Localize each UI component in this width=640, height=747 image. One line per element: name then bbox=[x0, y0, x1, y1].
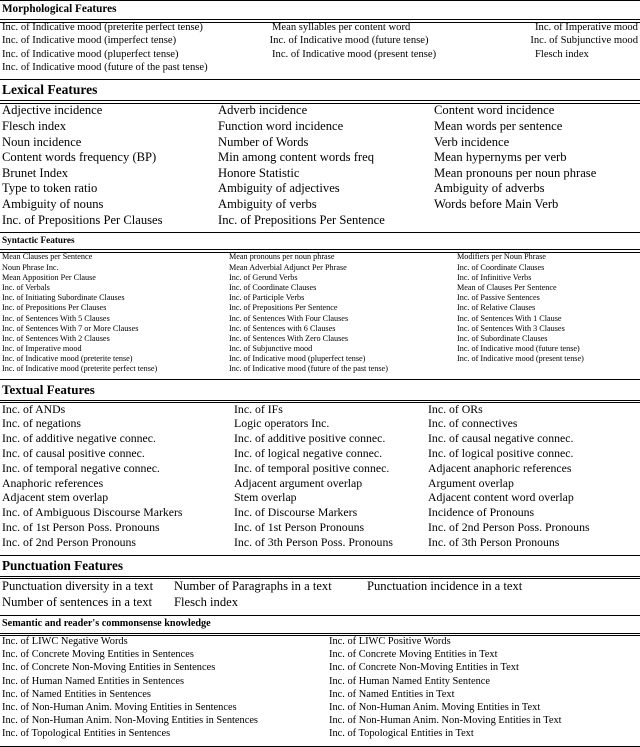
feature-cell: Adjective incidence bbox=[2, 103, 103, 118]
feature-cell: Inc. of Indicative mood (present tense) bbox=[272, 48, 437, 60]
feature-cell: Inc. of Initiating Subordinate Clauses bbox=[2, 293, 125, 303]
feature-cell: Stem overlap bbox=[234, 490, 297, 505]
section-header-rule bbox=[0, 19, 640, 20]
feature-cell: Mean Clauses per Sentence bbox=[2, 252, 93, 262]
feature-cell: Inc. of 3th Person Poss. Pronouns bbox=[234, 534, 393, 549]
feature-cell: Inc. of Sentences With Four Clauses bbox=[229, 313, 349, 323]
feature-cell: Inc. of LIWC Negative Words bbox=[2, 636, 128, 648]
feature-cell: Inc. of ORs bbox=[428, 401, 483, 416]
feature-cell: Inc. of temporal negative connec. bbox=[2, 460, 160, 475]
feature-cell: Noun incidence bbox=[2, 134, 82, 149]
table-row bbox=[2, 663, 638, 676]
section-syntactic-features bbox=[0, 233, 640, 379]
feature-cell: Inc. of causal negative connec. bbox=[428, 431, 574, 446]
feature-cell: Inc. of IFs bbox=[234, 401, 283, 416]
section-body-lexical bbox=[0, 101, 640, 232]
feature-cell: Inc. of Sentences With 7 or More Clauses bbox=[2, 323, 139, 333]
feature-cell: Inc. of Prepositions Per Sentence bbox=[229, 303, 338, 313]
feature-cell: Inc. of 2nd Person Pronouns bbox=[2, 534, 137, 549]
feature-cell: Inc. of Subjunctive mood bbox=[229, 344, 313, 354]
feature-cell: Ambiguity of verbs bbox=[218, 197, 317, 212]
feature-cell: Min among content words freq bbox=[218, 150, 374, 165]
feature-cell: Anaphoric references bbox=[2, 475, 104, 490]
feature-cell: Inc. of Human Named Entity Sentence bbox=[329, 675, 491, 687]
feature-cell: Adjacent anaphoric references bbox=[428, 460, 572, 475]
feature-cell: Inc. of 1st Person Pronouns bbox=[234, 520, 365, 535]
section-body-semantic bbox=[0, 634, 640, 746]
feature-cell: Inc. of Gerund Verbs bbox=[229, 272, 298, 282]
feature-cell: Inc. of logical positive connec. bbox=[428, 446, 574, 461]
feature-cell: Adjacent argument overlap bbox=[234, 475, 363, 490]
table-row bbox=[2, 167, 638, 183]
feature-cell: Inc. of Imperative mood bbox=[2, 344, 82, 354]
section-header-rule bbox=[0, 576, 640, 577]
feature-cell: Inc. of Infinitive Verbs bbox=[457, 272, 532, 282]
feature-cell: Inc. of 2nd Person Poss. Pronouns bbox=[428, 520, 590, 535]
section-header-rule bbox=[0, 100, 640, 101]
feature-cell: Inc. of Indicative mood (future of the past tense) bbox=[229, 364, 388, 374]
feature-cell: Inc. of Subordinate Clauses bbox=[457, 333, 548, 343]
feature-cell: Mean pronouns per noun phrase bbox=[229, 252, 335, 262]
feature-cell: Adjacent stem overlap bbox=[2, 490, 109, 505]
table-row bbox=[2, 182, 638, 198]
section-punctuation-features bbox=[0, 556, 640, 616]
feature-cell: Inc. of Topological Entities in Sentences bbox=[2, 728, 171, 740]
feature-cell: Inc. of Topological Entities in Text bbox=[329, 728, 474, 740]
feature-cell: Punctuation incidence in a text bbox=[367, 578, 523, 593]
table-row bbox=[2, 534, 638, 552]
feature-cell: Inc. of negations bbox=[2, 416, 81, 431]
feature-cell: Inc. of Indicative mood (present tense) bbox=[457, 354, 584, 364]
feature-cell: Adverb incidence bbox=[218, 103, 308, 118]
feature-cell: Inc. of Indicative mood (future tense) bbox=[457, 344, 580, 354]
feature-cell: Inc. of Sentences With 2 Clauses bbox=[2, 333, 110, 343]
feature-cell: Inc. of additive negative connec. bbox=[2, 431, 156, 446]
feature-cell: Ambiguity of adverbs bbox=[434, 181, 545, 196]
section-semantic-commonsense bbox=[0, 616, 640, 747]
feature-cell: Inc. of temporal positive connec. bbox=[234, 460, 390, 475]
section-title-semantic: Semantic and reader's commonsense knowledge bbox=[2, 617, 211, 629]
feature-cell: Inc. of Indicative mood (pluperfect tense) bbox=[2, 48, 179, 60]
feature-cell: Honore Statistic bbox=[218, 165, 300, 180]
feature-cell: Inc. of Imperative mood bbox=[535, 22, 638, 34]
section-title-lexical: Lexical Features bbox=[2, 81, 98, 97]
feature-cell: Brunet Index bbox=[2, 165, 69, 180]
feature-cell: Content word incidence bbox=[434, 103, 555, 118]
feature-cell: Inc. of Sentences with 6 Clauses bbox=[229, 323, 336, 333]
feature-cell: Inc. of Prepositions Per Clauses bbox=[2, 303, 107, 313]
feature-cell: Ambiguity of nouns bbox=[2, 197, 104, 212]
feature-cell: Inc. of Indicative mood (preterite perfect tense) bbox=[2, 364, 158, 374]
feature-cell: Inc. of Coordinate Clauses bbox=[457, 262, 545, 272]
section-body-textual bbox=[0, 401, 640, 555]
section-title-textual: Textual Features bbox=[2, 381, 95, 397]
feature-cell: Inc. of Named Entities in Sentences bbox=[2, 688, 151, 700]
table-row bbox=[2, 50, 638, 63]
feature-cell: Inc. of Indicative mood (future of the past tense) bbox=[2, 61, 208, 73]
feature-cell: Inc. of Discourse Markers bbox=[234, 505, 358, 520]
feature-cell: Inc. of Coordinate Clauses bbox=[229, 282, 317, 292]
feature-cell: Inc. of Ambiguous Discourse Markers bbox=[2, 505, 183, 520]
feature-cell: Inc. of Subjunctive mood bbox=[530, 35, 638, 47]
table-row bbox=[2, 365, 638, 375]
feature-cell: Incidence of Pronouns bbox=[428, 505, 535, 520]
table-row bbox=[2, 63, 638, 76]
feature-cell: Mean of Clauses Per Sentence bbox=[457, 282, 557, 292]
feature-cell: Number of Words bbox=[218, 134, 309, 149]
feature-cell: Logic operators Inc. bbox=[234, 416, 330, 431]
feature-cell: Mean words per sentence bbox=[434, 119, 563, 134]
feature-cell: Inc. of Concrete Moving Entities in Sentences bbox=[2, 649, 194, 661]
section-bottom-rule bbox=[0, 746, 640, 747]
feature-cell: Adjacent content word overlap bbox=[428, 490, 574, 505]
feature-cell: Inc. of Sentences With 5 Clauses bbox=[2, 313, 110, 323]
feature-cell: Inc. of connectives bbox=[428, 416, 518, 431]
table-row bbox=[2, 104, 638, 120]
table-row bbox=[2, 198, 638, 214]
feature-cell: Content words frequency (BP) bbox=[2, 150, 157, 165]
feature-cell: Flesch index bbox=[2, 119, 67, 134]
feature-cell: Inc. of Prepositions Per Sentence bbox=[218, 212, 385, 227]
section-title-punctuation: Punctuation Features bbox=[2, 557, 124, 573]
feature-cell: Mean pronouns per noun phrase bbox=[434, 165, 597, 180]
feature-cell: Inc. of Relative Clauses bbox=[457, 303, 536, 313]
feature-cell: Inc. of Prepositions Per Clauses bbox=[2, 212, 163, 227]
feature-cell: Inc. of Sentences With 3 Clauses bbox=[457, 323, 565, 333]
feature-cell: Inc. of Sentences With 1 Clause bbox=[457, 313, 562, 323]
feature-cell: Modifiers per Noun Phrase bbox=[457, 252, 546, 262]
feature-cell: Flesch index bbox=[174, 594, 239, 609]
feature-cell: Inc. of 1st Person Poss. Pronouns bbox=[2, 520, 160, 535]
table-row bbox=[2, 36, 638, 49]
section-body-punctuation bbox=[0, 577, 640, 615]
feature-cell: Inc. of Non-Human Anim. Non-Moving Entities in Text bbox=[329, 715, 562, 727]
feature-cell: Inc. of Concrete Moving Entities in Text bbox=[329, 649, 498, 661]
feature-cell: Inc. of logical negative connec. bbox=[234, 446, 383, 461]
feature-cell: Verb incidence bbox=[434, 134, 510, 149]
feature-cell: Inc. of Sentences With Zero Clauses bbox=[229, 333, 349, 343]
feature-cell: Type to token ratio bbox=[2, 181, 98, 196]
table-row bbox=[2, 677, 638, 690]
table-row bbox=[2, 580, 638, 596]
feature-cell: Inc. of causal positive connec. bbox=[2, 446, 145, 461]
section-morphological-features bbox=[0, 0, 640, 80]
feature-cell: Inc. of Indicative mood (future tense) bbox=[269, 35, 429, 47]
feature-cell: Inc. of Concrete Non-Moving Entities in Sentences bbox=[2, 662, 216, 674]
feature-cell: Inc. of Indicative mood (preterite tense) bbox=[2, 354, 133, 364]
feature-cell: Inc. of Verbals bbox=[2, 282, 50, 292]
table-row bbox=[2, 690, 638, 703]
feature-cell: Words before Main Verb bbox=[434, 197, 559, 212]
section-body-morphological bbox=[0, 20, 640, 79]
feature-cell: Inc. of 3th Person Pronouns bbox=[428, 534, 560, 549]
feature-cell: Mean syllables per content word bbox=[272, 22, 411, 34]
table-row bbox=[2, 596, 638, 612]
table-row bbox=[2, 304, 638, 314]
feature-cell: Noun Phrase Inc. bbox=[2, 262, 59, 272]
table-row bbox=[2, 264, 638, 274]
feature-cell: Inc. of additive positive connec. bbox=[234, 431, 386, 446]
feature-cell: Argument overlap bbox=[428, 475, 514, 490]
section-textual-features bbox=[0, 380, 640, 556]
table-row bbox=[2, 120, 638, 136]
feature-cell: Inc. of Passive Sentences bbox=[457, 293, 540, 303]
table-row bbox=[2, 214, 638, 230]
section-body-syntactic bbox=[0, 250, 640, 378]
feature-cell: Inc. of Non-Human Anim. Moving Entities in Text bbox=[329, 701, 541, 713]
feature-cell bbox=[272, 63, 535, 76]
section-header-rule bbox=[0, 400, 640, 401]
feature-cell: Mean Apposition Per Clause bbox=[2, 272, 96, 282]
section-lexical-features bbox=[0, 80, 640, 233]
feature-cell: Inc. of LIWC Positive Words bbox=[329, 636, 451, 648]
feature-cell: Inc. of Indicative mood (preterite perfect tense) bbox=[2, 22, 203, 34]
feature-cell: Mean hypernyms per verb bbox=[434, 150, 567, 165]
feature-cell: Inc. of Human Named Entities in Sentences bbox=[2, 675, 185, 687]
feature-cell: Punctuation diversity in a text bbox=[2, 578, 154, 593]
feature-cell: Inc. of Indicative mood (imperfect tense) bbox=[2, 35, 177, 47]
feature-cell: Inc. of Participle Verbs bbox=[229, 293, 305, 303]
feature-cell: Mean Adverbial Adjunct Per Phrase bbox=[229, 262, 347, 272]
section-title-syntactic: Syntactic Features bbox=[2, 235, 75, 246]
section-header-rule bbox=[0, 633, 640, 634]
feature-cell: Inc. of Non-Human Anim. Non-Moving Entities in Sentences bbox=[2, 715, 258, 727]
feature-cell: Inc. of Concrete Non-Moving Entities in Text bbox=[329, 662, 519, 674]
feature-cell: Ambiguity of adjectives bbox=[218, 181, 340, 196]
table-row bbox=[2, 151, 638, 167]
feature-cell: Number of sentences in a text bbox=[2, 594, 153, 609]
feature-cell: Flesch index bbox=[535, 48, 589, 60]
table-row bbox=[2, 136, 638, 152]
feature-cell: Number of Paragraphs in a text bbox=[174, 578, 332, 593]
section-header-rule bbox=[0, 249, 640, 250]
feature-cell: Inc. of Indicative mood (pluperfect tense) bbox=[229, 354, 366, 364]
section-title-morphological: Morphological Features bbox=[2, 3, 117, 15]
feature-cell: Inc. of Non-Human Anim. Moving Entities in Sentences bbox=[2, 701, 237, 713]
feature-cell: Inc. of Named Entities in Text bbox=[329, 688, 455, 700]
feature-cell: Function word incidence bbox=[218, 119, 344, 134]
feature-cell: Inc. of ANDs bbox=[2, 401, 66, 416]
